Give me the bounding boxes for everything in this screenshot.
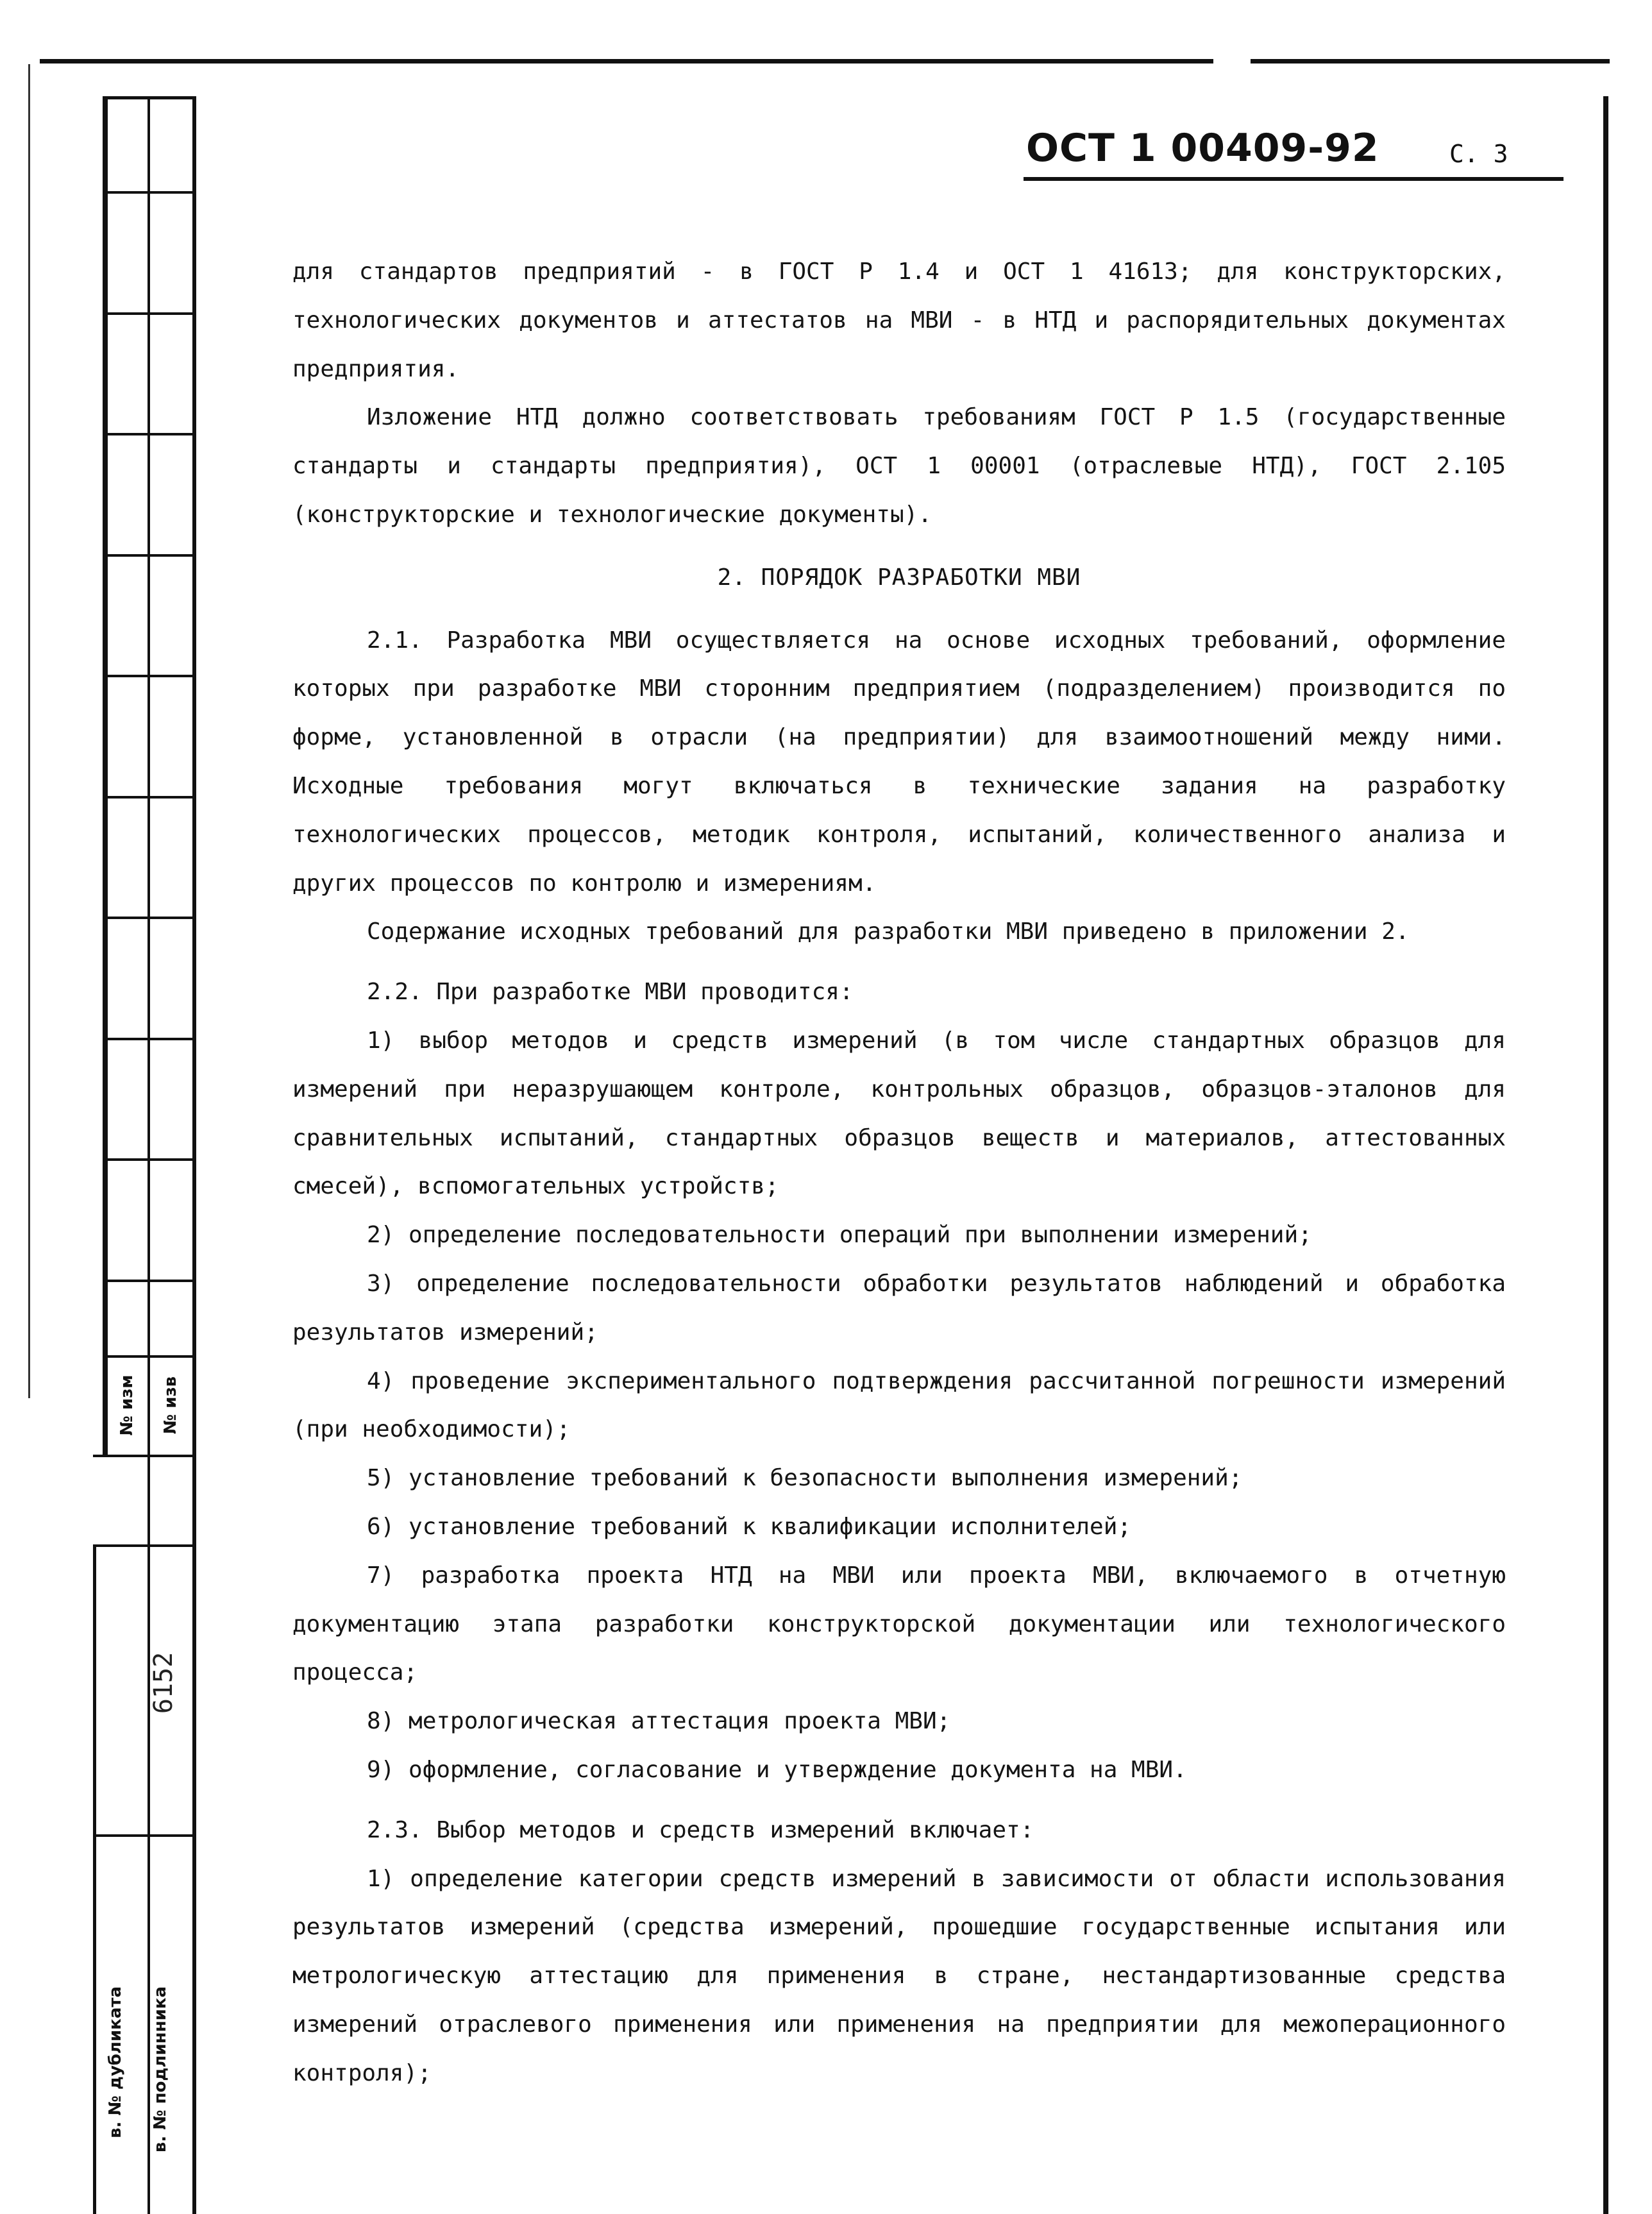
paragraph-2-1b: Содержание исходных требований для разработки МВИ приведено в приложении 2. [367,918,1410,945]
paragraph: для стандартов предприятий - в ГОСТ Р 1.4 и ОСТ 1 41613; для конструкторских, технологических документов и аттестатов на МВИ - в НТД и распорядительных документах предприятия. [292,258,1506,382]
strip-divider [93,1834,196,1837]
strip-divider [103,796,196,799]
strip-divider [103,1355,196,1358]
strip-divider [103,917,196,919]
strip-label-dublikata: в. № дубликата [106,1986,125,2138]
list-item: 2) определение последовательности операций при выполнении измерений; [367,1222,1312,1249]
header-underline [1024,177,1564,181]
strip-divider [103,191,196,194]
list-item: 9) оформление, согласование и утверждение документа на МВИ. [367,1756,1187,1783]
document-body [292,248,1506,2097]
strip-divider [103,1038,196,1040]
list-item: 6) установление требований к квалификации исполнителей; [367,1513,1132,1540]
frame-top-border-right [1251,59,1610,63]
strip-label-podlinnika: в. № подлинника [151,1986,170,2153]
paragraph: Изложение НТД должно соответствовать требованиям ГОСТ Р 1.5 (государственные стандарты и стандарты предприятия), ОСТ 1 00001 (отраслевые НТД), ГОСТ 2.105 (конструкторские и технологические документы). [292,404,1506,528]
paragraph-2-2: 2.2. При разработке МВИ проводится: [367,979,854,1006]
strip-number: 6152 [149,1652,178,1714]
frame-right-border [1603,96,1608,2214]
document-code: ОСТ 1 00409-92 [1026,126,1379,171]
list-item: 4) проведение экспериментального подтверждения рассчитанной погрешности измерений (при необходимости); [292,1367,1506,1443]
strip-divider [103,554,196,557]
strip-middle-border [148,96,150,2214]
strip-label-izv: № изв [161,1376,180,1435]
page-number: С. 3 [1449,140,1508,168]
strip-divider [93,1544,196,1547]
strip-divider [103,433,196,435]
strip-inner-border [192,96,196,2214]
strip-divider [93,1455,196,1457]
list-item: 5) установление требований к безопасности выполнения измерений; [367,1465,1243,1492]
paragraph-2-3: 2.3. Выбор методов и средств измерений включает: [367,1816,1034,1843]
strip-lower-outer-border [93,1544,96,2214]
list-item: 1) определение категории средств измерений в зависимости от области использования результатов измерений (средства измерений, прошедшие государственные испытания или метрологическую аттестацию для применения в стране, нестандартизованные средства измерений отраслевого применения или применения на предприятии для межоперационного контроля); [292,1865,1506,2086]
paragraph-2-1: 2.1. Разработка МВИ осуществляется на основе исходных требований, оформление которых при разработке МВИ сторонним предприятием (подразделением) производится по форме, установленной в отрасли (на предприятии) для взаимоотношений между ними. Исходные требования могут включаться в технические задания на разработку технологических процессов, методик контроля, испытаний, количественного анализа и других процессов по контролю и измерениям. [292,627,1506,897]
strip-divider [103,1158,196,1161]
list-item: 1) выбор методов и средств измерений (в том числе стандартных образцов для измерений при неразрушающем контроле, контрольных образцов, образцов-эталонов для сравнительных испытаний, стандартных образцов веществ и материалов, аттестованных смесей), вспомогательных устройств; [292,1027,1506,1200]
list-item: 8) метрологическая аттестация проекта МВИ; [367,1708,951,1735]
strip-divider [103,675,196,677]
section-title: 2. ПОРЯДОК РАЗРАБОТКИ МВИ [717,564,1081,591]
strip-divider [103,1280,196,1282]
strip-outer-border [103,96,108,1456]
strip-label-izm: № изм [117,1374,137,1436]
frame-left-edge [28,64,30,1398]
frame-top-border [40,59,1213,63]
list-item: 7) разработка проекта НТД на МВИ или проекта МВИ, включаемого в отчетную документацию этапа разработки конструкторской документации или технологического процесса; [292,1562,1506,1686]
page-header [1026,126,1565,177]
list-item: 3) определение последовательности обработки результатов наблюдений и обработка результатов измерений; [292,1270,1506,1346]
strip-divider [103,312,196,315]
